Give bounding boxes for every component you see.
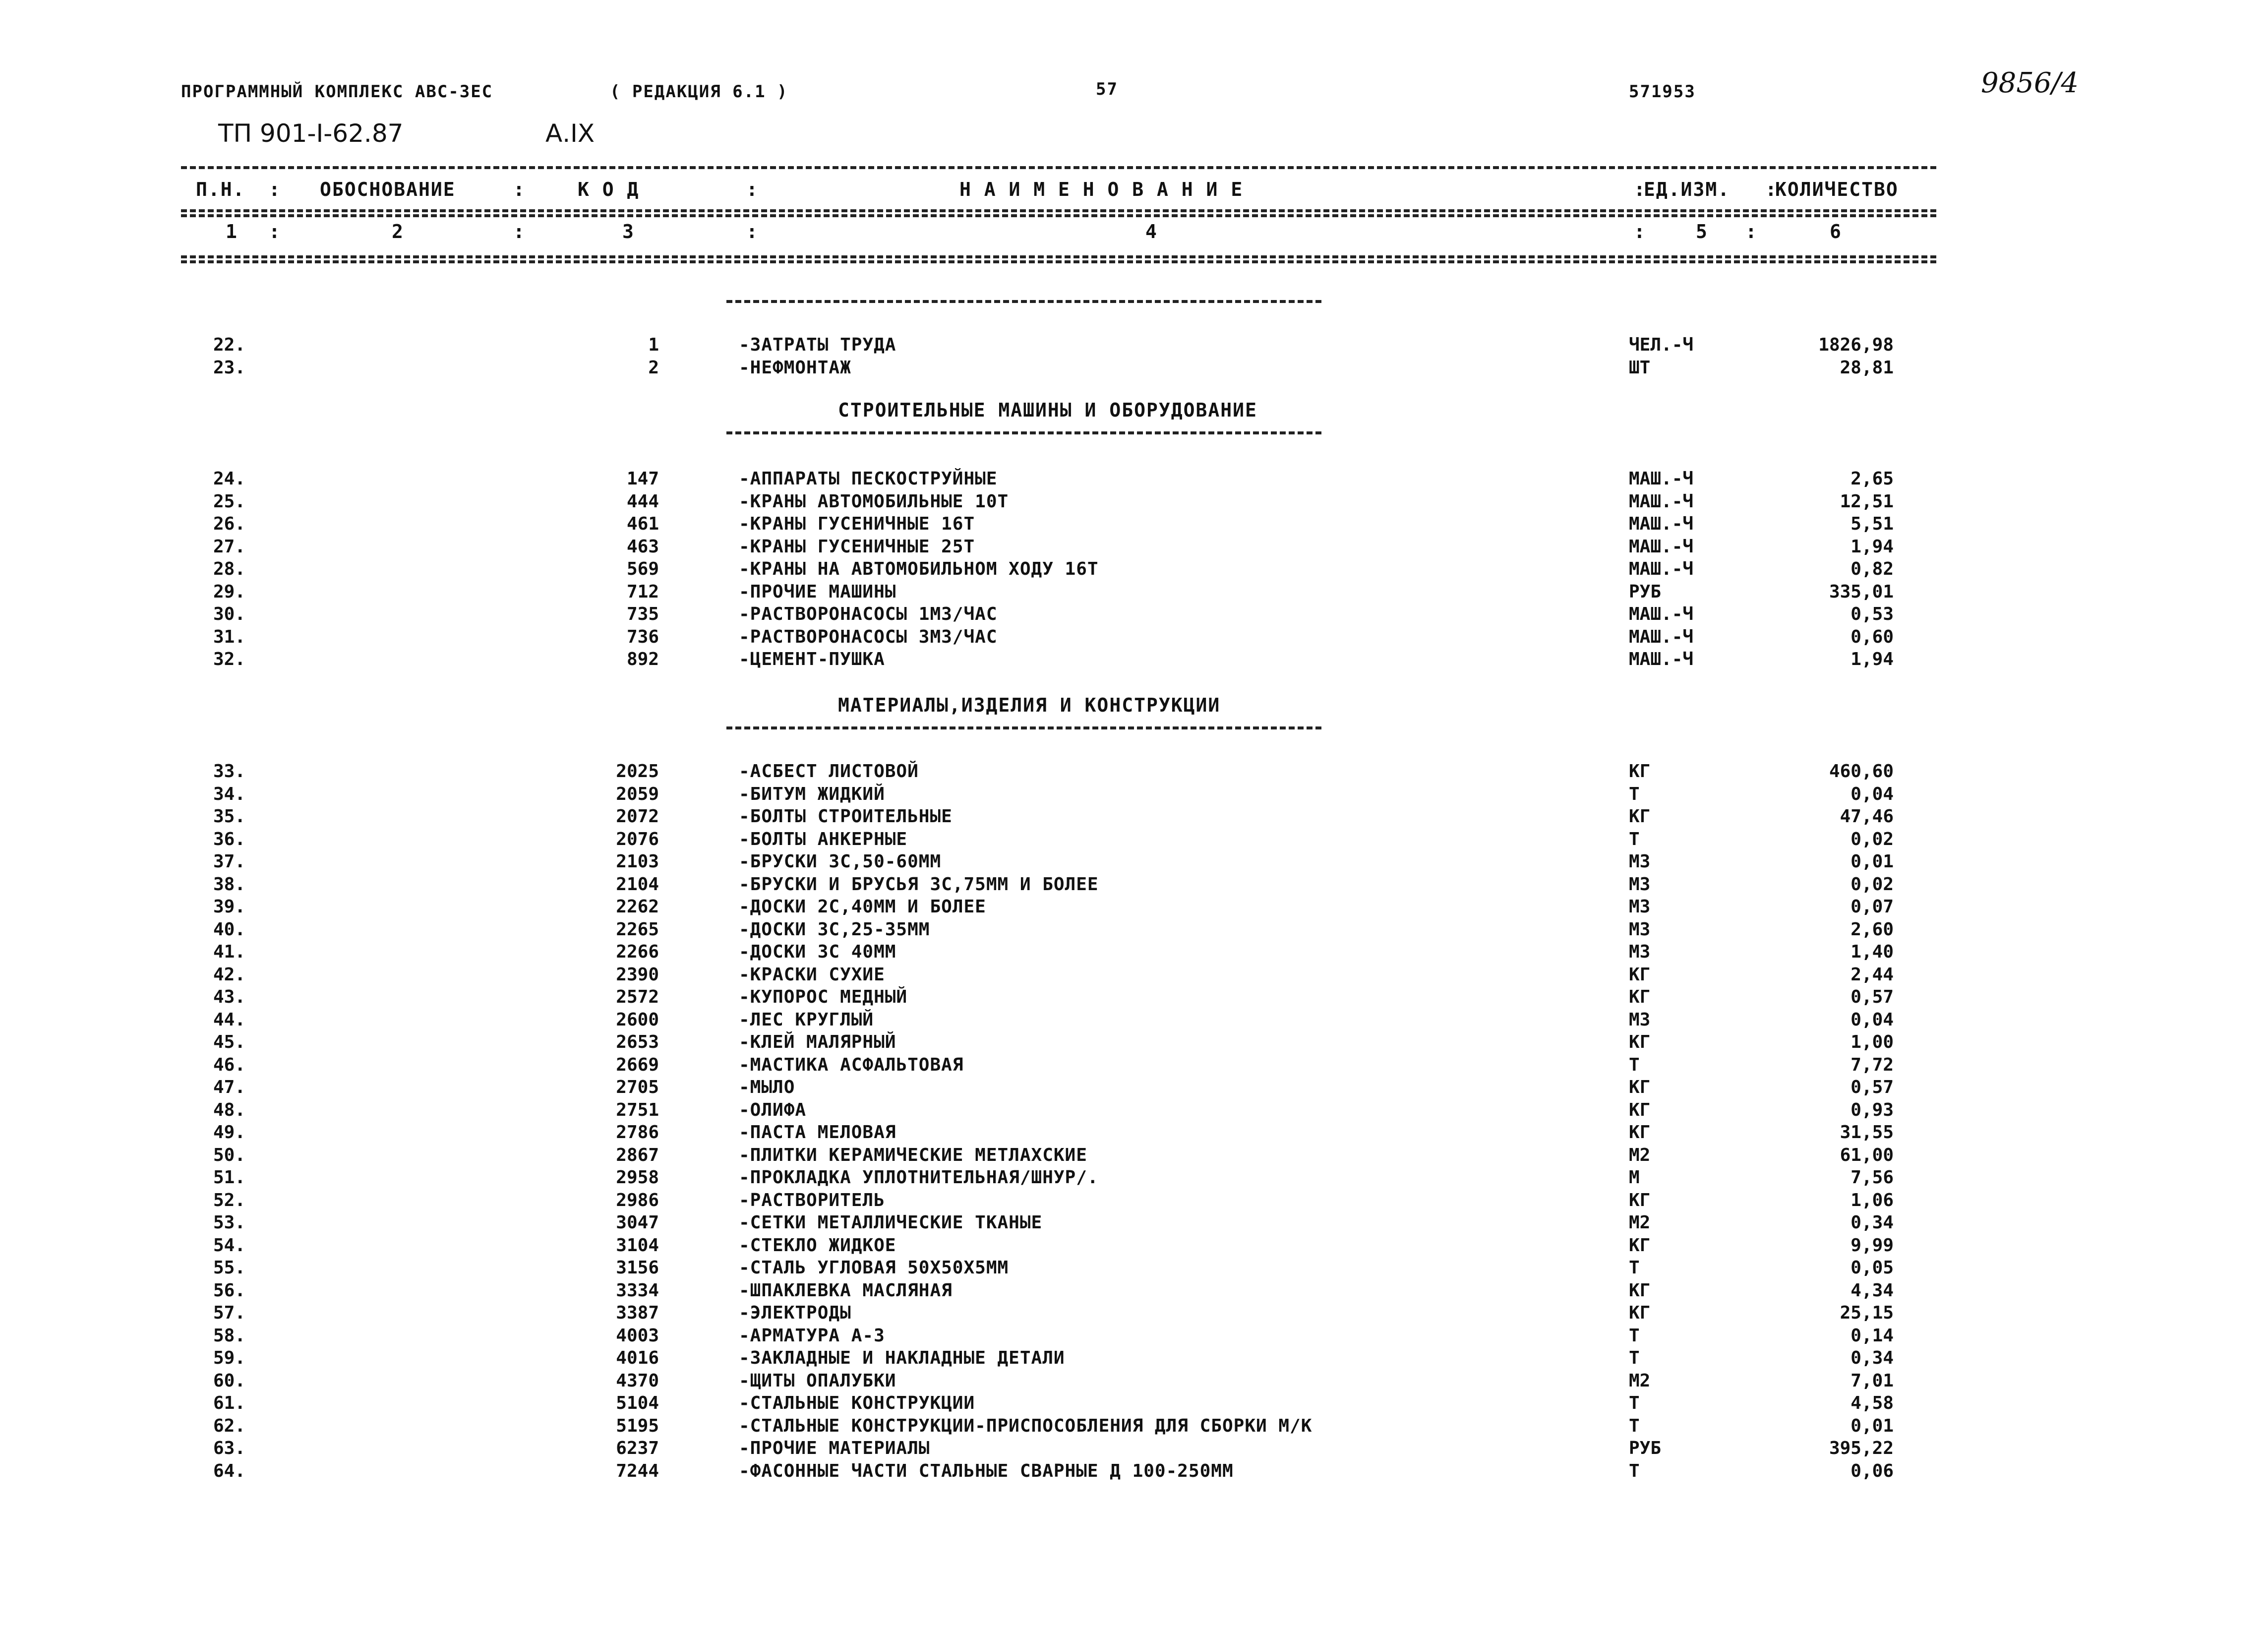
table-row [0, 784, 2268, 806]
row-quantity: 1,00 [1850, 1032, 1894, 1052]
table-row [0, 987, 2268, 1009]
table-row [0, 1145, 2268, 1167]
row-quantity: 335,01 [1829, 581, 1894, 602]
row-unit: ШТ [1629, 357, 1651, 378]
row-name: -КЛЕЙ МАЛЯРНЫЙ [739, 1032, 896, 1052]
row-name: -КРАНЫ АВТОМОБИЛЬНЫЕ 10Т [739, 491, 1009, 512]
row-code: 3156 [616, 1258, 659, 1278]
table-row [0, 1190, 2268, 1212]
row-name: -СЕТКИ МЕТАЛЛИЧЕСКИЕ ТКАНЫЕ [739, 1212, 1043, 1233]
row-name: -ШПАКЛЕВКА МАСЛЯНАЯ [739, 1280, 953, 1301]
section-rule [726, 300, 1321, 303]
table-row [0, 491, 2268, 514]
row-unit: М3 [1629, 897, 1651, 917]
row-code: 2669 [616, 1054, 659, 1075]
row-unit: МАШ.-Ч [1629, 469, 1694, 489]
row-code: 2705 [616, 1077, 659, 1097]
row-code: 2 [648, 357, 659, 378]
row-unit: КГ [1629, 964, 1651, 985]
row-name: -БИТУМ ЖИДКИЙ [739, 784, 885, 804]
row-unit: МАШ.-Ч [1629, 559, 1694, 579]
row-name: -СТАЛЬНЫЕ КОНСТРУКЦИИ-ПРИСПОСОБЛЕНИЯ ДЛЯ СБОРКИ М/К [739, 1415, 1313, 1436]
row-number: 49. [213, 1122, 246, 1143]
row-code: 736 [626, 626, 659, 647]
table-row [0, 829, 2268, 851]
row-name: -СТЕКЛО ЖИДКОЕ [739, 1235, 896, 1256]
row-quantity: 0,07 [1850, 897, 1894, 917]
table-row [0, 874, 2268, 897]
row-unit: М3 [1629, 919, 1651, 940]
row-number: 56. [213, 1280, 246, 1301]
row-unit: Т [1629, 1325, 1640, 1346]
row-name: -ПРОЧИЕ МАШИНЫ [739, 581, 896, 602]
table-row [0, 1326, 2268, 1348]
table-row [0, 761, 2268, 784]
row-quantity: 0,05 [1850, 1258, 1894, 1278]
row-code: 7244 [616, 1460, 659, 1481]
row-code: 444 [626, 491, 659, 512]
table-row [0, 1461, 2268, 1483]
column-header-pn: П.Н. [196, 179, 245, 200]
row-name: -РАСТВОРОНАСОСЫ 1М3/ЧАС [739, 604, 998, 624]
row-number: 35. [213, 806, 246, 827]
row-code: 6237 [616, 1438, 659, 1458]
row-number: 32. [213, 649, 246, 669]
row-unit: М3 [1629, 1009, 1651, 1030]
table-row [0, 1055, 2268, 1077]
row-quantity: 7,72 [1850, 1054, 1894, 1075]
table-row [0, 1077, 2268, 1099]
row-code: 461 [626, 514, 659, 534]
row-name: -МАСТИКА АСФАЛЬТОВАЯ [739, 1054, 964, 1075]
row-code: 3104 [616, 1235, 659, 1256]
row-number: 33. [213, 761, 246, 782]
row-number: 36. [213, 829, 246, 849]
column-separator: : [1745, 221, 1757, 242]
row-quantity: 0,34 [1850, 1348, 1894, 1368]
row-unit: КГ [1629, 1122, 1651, 1143]
row-code: 2867 [616, 1145, 659, 1165]
row-code: 2751 [616, 1099, 659, 1120]
row-number: 38. [213, 874, 246, 895]
row-quantity: 25,15 [1840, 1303, 1894, 1323]
row-code: 463 [626, 536, 659, 557]
column-header-basis: ОБОСНОВАНИЕ [320, 179, 456, 200]
row-unit: КГ [1629, 1077, 1651, 1097]
row-quantity: 2,60 [1850, 919, 1894, 940]
row-code: 3047 [616, 1212, 659, 1233]
row-number: 34. [213, 784, 246, 804]
row-code: 3387 [616, 1303, 659, 1323]
page-number: 57 [1096, 79, 1118, 99]
row-number: 52. [213, 1190, 246, 1210]
column-separator: : [513, 179, 525, 200]
table-row [0, 1280, 2268, 1303]
document-code: 571953 [1629, 82, 1696, 102]
row-unit: КГ [1629, 1032, 1651, 1052]
row-number: 50. [213, 1145, 246, 1165]
row-name: -ФАСОННЫЕ ЧАСТИ СТАЛЬНЫЕ СВАРНЫЕ Д 100-250ММ [739, 1460, 1234, 1481]
row-number: 44. [213, 1009, 246, 1030]
column-separator: : [269, 179, 280, 200]
row-code: 2076 [616, 829, 659, 849]
table-row [0, 1348, 2268, 1370]
table-row [0, 806, 2268, 829]
row-unit: ЧЕЛ.-Ч [1629, 335, 1694, 355]
row-name: -КРАНЫ ГУСЕНИЧНЫЕ 25Т [739, 536, 975, 557]
column-header-quantity: КОЛИЧЕСТВО [1775, 179, 1899, 200]
table-row [0, 851, 2268, 874]
row-name: -РАСТВОРОНАСОСЫ 3М3/ЧАС [739, 626, 998, 647]
row-name: -ДОСКИ 2С,40ММ И БОЛЕЕ [739, 897, 986, 917]
row-unit: МАШ.-Ч [1629, 514, 1694, 534]
table-row [0, 1371, 2268, 1393]
table-row [0, 965, 2268, 987]
row-quantity: 4,34 [1850, 1280, 1894, 1301]
row-name: -КРАНЫ ГУСЕНИЧНЫЕ 16Т [739, 514, 975, 534]
row-unit: Т [1629, 1258, 1640, 1278]
row-quantity: 0,57 [1850, 1077, 1894, 1097]
row-name: -ЦЕМЕНТ-ПУШКА [739, 649, 885, 669]
row-unit: МАШ.-Ч [1629, 604, 1694, 624]
row-unit: МАШ.-Ч [1629, 626, 1694, 647]
column-number: 4 [1145, 221, 1157, 242]
table-row [0, 335, 2268, 357]
program-title: ПРОГРАММНЫЙ КОМПЛЕКС АВС-ЗЕС [181, 82, 493, 102]
row-unit: КГ [1629, 806, 1651, 827]
row-quantity: 0,93 [1850, 1099, 1894, 1120]
row-number: 40. [213, 919, 246, 940]
row-quantity: 0,04 [1850, 1009, 1894, 1030]
table-row [0, 537, 2268, 559]
row-code: 5195 [616, 1415, 659, 1436]
row-quantity: 0,53 [1850, 604, 1894, 624]
row-name: -РАСТВОРИТЕЛЬ [739, 1190, 885, 1210]
row-unit: М [1629, 1167, 1640, 1188]
row-number: 23. [213, 357, 246, 378]
row-number: 45. [213, 1032, 246, 1052]
row-number: 41. [213, 942, 246, 962]
row-code: 147 [626, 469, 659, 489]
row-number: 46. [213, 1054, 246, 1075]
row-quantity: 0,34 [1850, 1212, 1894, 1233]
row-unit: М2 [1629, 1212, 1651, 1233]
row-code: 2600 [616, 1009, 659, 1030]
column-separator: : [269, 221, 280, 242]
table-row [0, 514, 2268, 536]
row-quantity: 31,55 [1840, 1122, 1894, 1143]
row-quantity: 4,58 [1850, 1393, 1894, 1413]
row-unit: Т [1629, 784, 1640, 804]
row-number: 64. [213, 1460, 246, 1481]
table-row [0, 1167, 2268, 1190]
section-rule [726, 431, 1321, 434]
row-number: 47. [213, 1077, 246, 1097]
row-name: -ДОСКИ 3С,25-35ММ [739, 919, 930, 940]
row-unit: КГ [1629, 1280, 1651, 1301]
row-quantity: 1826,98 [1818, 335, 1894, 355]
row-number: 59. [213, 1348, 246, 1368]
row-code: 2072 [616, 806, 659, 827]
row-number: 58. [213, 1325, 246, 1346]
row-quantity: 61,00 [1840, 1145, 1894, 1165]
column-separator: : [513, 221, 525, 242]
row-code: 712 [626, 581, 659, 602]
row-quantity: 1,40 [1850, 942, 1894, 962]
row-quantity: 1,06 [1850, 1190, 1894, 1210]
row-code: 3334 [616, 1280, 659, 1301]
handwritten-album-number: А.IX [545, 119, 595, 148]
table-row [0, 1258, 2268, 1280]
row-code: 2958 [616, 1167, 659, 1188]
row-unit: КГ [1629, 987, 1651, 1007]
row-name: -КУПОРОС МЕДНЫЙ [739, 987, 908, 1007]
table-row [0, 1303, 2268, 1325]
row-name: -ПАСТА МЕЛОВАЯ [739, 1122, 896, 1143]
row-name: -ПЛИТКИ КЕРАМИЧЕСКИЕ МЕТЛАХСКИЕ [739, 1145, 1087, 1165]
row-name: -ОЛИФА [739, 1099, 807, 1120]
row-unit: Т [1629, 1415, 1640, 1436]
row-quantity: 0,14 [1850, 1325, 1894, 1346]
table-row [0, 1010, 2268, 1032]
row-name: -АСБЕСТ ЛИСТОВОЙ [739, 761, 919, 782]
row-quantity: 2,44 [1850, 964, 1894, 985]
row-quantity: 460,60 [1829, 761, 1894, 782]
row-name: -АППАРАТЫ ПЕСКОСТРУЙНЫЕ [739, 469, 998, 489]
edition-label: ( РЕДАКЦИЯ 6.1 ) [610, 82, 788, 102]
row-unit: КГ [1629, 1303, 1651, 1323]
table-row [0, 1416, 2268, 1438]
row-unit: РУБ [1629, 1438, 1662, 1458]
row-quantity: 12,51 [1840, 491, 1894, 512]
table-row [0, 1100, 2268, 1122]
column-separator: : [1634, 221, 1645, 242]
row-code: 4370 [616, 1370, 659, 1391]
row-code: 2025 [616, 761, 659, 782]
row-code: 4016 [616, 1348, 659, 1368]
row-quantity: 7,01 [1850, 1370, 1894, 1391]
row-quantity: 0,01 [1850, 851, 1894, 872]
row-quantity: 0,06 [1850, 1460, 1894, 1481]
column-separator: : [746, 179, 758, 200]
row-name: -ЩИТЫ ОПАЛУБКИ [739, 1370, 896, 1391]
row-unit: М3 [1629, 942, 1651, 962]
column-separator: : [1765, 179, 1777, 200]
row-number: 28. [213, 559, 246, 579]
row-number: 60. [213, 1370, 246, 1391]
table-row [0, 649, 2268, 671]
row-code: 569 [626, 559, 659, 579]
row-quantity: 0,02 [1850, 829, 1894, 849]
row-quantity: 1,94 [1850, 649, 1894, 669]
row-unit: РУБ [1629, 581, 1662, 602]
row-quantity: 9,99 [1850, 1235, 1894, 1256]
row-number: 31. [213, 626, 246, 647]
row-number: 30. [213, 604, 246, 624]
row-unit: Т [1629, 1393, 1640, 1413]
row-name: -НЕФМОНТАЖ [739, 357, 851, 378]
table-row [0, 1212, 2268, 1235]
table-row [0, 1122, 2268, 1145]
row-quantity: 47,46 [1840, 806, 1894, 827]
row-name: -КРАНЫ НА АВТОМОБИЛЬНОМ ХОДУ 16Т [739, 559, 1099, 579]
row-number: 62. [213, 1415, 246, 1436]
row-name: -ЭЛЕКТРОДЫ [739, 1303, 851, 1323]
row-number: 55. [213, 1258, 246, 1278]
row-quantity: 28,81 [1840, 357, 1894, 378]
row-number: 53. [213, 1212, 246, 1233]
section-title: СТРОИТЕЛЬНЫЕ МАШИНЫ И ОБОРУДОВАНИЕ [838, 399, 1257, 421]
row-name: -ЛЕС КРУГЛЫЙ [739, 1009, 874, 1030]
row-quantity: 0,04 [1850, 784, 1894, 804]
table-row [0, 627, 2268, 649]
row-code: 735 [626, 604, 659, 624]
row-name: -ЗАКЛАДНЫЕ И НАКЛАДНЫЕ ДЕТАЛИ [739, 1348, 1065, 1368]
row-unit: М2 [1629, 1370, 1651, 1391]
row-quantity: 7,56 [1850, 1167, 1894, 1188]
column-number: 5 [1696, 221, 1707, 242]
section-title: МАТЕРИАЛЫ,ИЗДЕЛИЯ И КОНСТРУКЦИИ [838, 694, 1221, 716]
row-name: -ДОСКИ 3С 40ММ [739, 942, 896, 962]
table-row [0, 604, 2268, 626]
table-row [0, 1032, 2268, 1054]
row-unit: МАШ.-Ч [1629, 649, 1694, 669]
row-number: 29. [213, 581, 246, 602]
row-number: 22. [213, 335, 246, 355]
row-unit: МАШ.-Ч [1629, 536, 1694, 557]
row-number: 51. [213, 1167, 246, 1188]
row-name: -БОЛТЫ АНКЕРНЫЕ [739, 829, 908, 849]
column-number: 6 [1830, 221, 1841, 242]
row-name: -БОЛТЫ СТРОИТЕЛЬНЫЕ [739, 806, 953, 827]
column-number: 3 [622, 221, 634, 242]
row-number: 61. [213, 1393, 246, 1413]
row-quantity: 0,60 [1850, 626, 1894, 647]
column-separator: : [1634, 179, 1645, 200]
row-name: -АРМАТУРА А-3 [739, 1325, 885, 1346]
column-header-code: К О Д [578, 179, 640, 200]
column-header-name: Н А И М Е Н О В А Н И Е [959, 179, 1244, 200]
row-quantity: 0,82 [1850, 559, 1894, 579]
row-unit: М3 [1629, 874, 1651, 895]
row-quantity: 5,51 [1850, 514, 1894, 534]
table-row [0, 1393, 2268, 1415]
row-code: 2653 [616, 1032, 659, 1052]
row-unit: КГ [1629, 761, 1651, 782]
row-unit: КГ [1629, 1099, 1651, 1120]
row-name: -ЗАТРАТЫ ТРУДА [739, 335, 896, 355]
table-row [0, 897, 2268, 919]
row-number: 63. [213, 1438, 246, 1458]
table-row [0, 582, 2268, 604]
row-code: 1 [648, 335, 659, 355]
row-name: -ПРОКЛАДКА УПЛОТНИТЕЛЬНАЯ/ШНУР/. [739, 1167, 1099, 1188]
table-row [0, 942, 2268, 964]
row-code: 5104 [616, 1393, 659, 1413]
row-unit: Т [1629, 1348, 1640, 1368]
row-code: 2390 [616, 964, 659, 985]
row-number: 24. [213, 469, 246, 489]
row-number: 26. [213, 514, 246, 534]
row-name: -БРУСКИ 3С,50-60ММ [739, 851, 942, 872]
row-quantity: 2,65 [1850, 469, 1894, 489]
column-number: 2 [392, 221, 403, 242]
row-code: 2266 [616, 942, 659, 962]
column-header-unit: ЕД.ИЗМ. [1644, 179, 1731, 200]
row-unit: Т [1629, 829, 1640, 849]
row-name: -МЫЛО [739, 1077, 795, 1097]
table-row [0, 919, 2268, 942]
row-quantity: 1,94 [1850, 536, 1894, 557]
row-unit: Т [1629, 1054, 1640, 1075]
row-code: 4003 [616, 1325, 659, 1346]
row-number: 48. [213, 1099, 246, 1120]
row-name: -СТАЛЬНЫЕ КОНСТРУКЦИИ [739, 1393, 975, 1413]
row-number: 57. [213, 1303, 246, 1323]
row-name: -КРАСКИ СУХИЕ [739, 964, 885, 985]
row-quantity: 395,22 [1829, 1438, 1894, 1458]
row-code: 2059 [616, 784, 659, 804]
row-quantity: 0,57 [1850, 987, 1894, 1007]
table-row [0, 559, 2268, 581]
row-unit: КГ [1629, 1235, 1651, 1256]
row-number: 39. [213, 897, 246, 917]
row-number: 27. [213, 536, 246, 557]
table-row [0, 469, 2268, 491]
row-name: -БРУСКИ И БРУСЬЯ 3С,75ММ И БОЛЕЕ [739, 874, 1099, 895]
row-code: 892 [626, 649, 659, 669]
row-name: -ПРОЧИЕ МАТЕРИАЛЫ [739, 1438, 930, 1458]
column-number: 1 [226, 221, 237, 242]
row-code: 2786 [616, 1122, 659, 1143]
row-number: 42. [213, 964, 246, 985]
table-row [0, 1438, 2268, 1460]
row-name: -СТАЛЬ УГЛОВАЯ 50Х50Х5ММ [739, 1258, 1009, 1278]
table-row [0, 1235, 2268, 1258]
row-quantity: 0,01 [1850, 1415, 1894, 1436]
row-number: 25. [213, 491, 246, 512]
row-number: 37. [213, 851, 246, 872]
column-separator: : [746, 221, 758, 242]
row-code: 2572 [616, 987, 659, 1007]
row-code: 2265 [616, 919, 659, 940]
row-unit: МАШ.-Ч [1629, 491, 1694, 512]
handwritten-sheet-number: 9856/4 [1981, 67, 2079, 99]
row-unit: Т [1629, 1460, 1640, 1481]
row-unit: М3 [1629, 851, 1651, 872]
table-row [0, 358, 2268, 380]
row-unit: КГ [1629, 1190, 1651, 1210]
handwritten-document-number: ТП 901-I-62.87 [218, 119, 404, 148]
row-number: 43. [213, 987, 246, 1007]
row-code: 2104 [616, 874, 659, 895]
row-quantity: 0,02 [1850, 874, 1894, 895]
row-code: 2103 [616, 851, 659, 872]
row-code: 2986 [616, 1190, 659, 1210]
row-code: 2262 [616, 897, 659, 917]
section-rule [726, 726, 1321, 729]
row-unit: М2 [1629, 1145, 1651, 1165]
row-number: 54. [213, 1235, 246, 1256]
